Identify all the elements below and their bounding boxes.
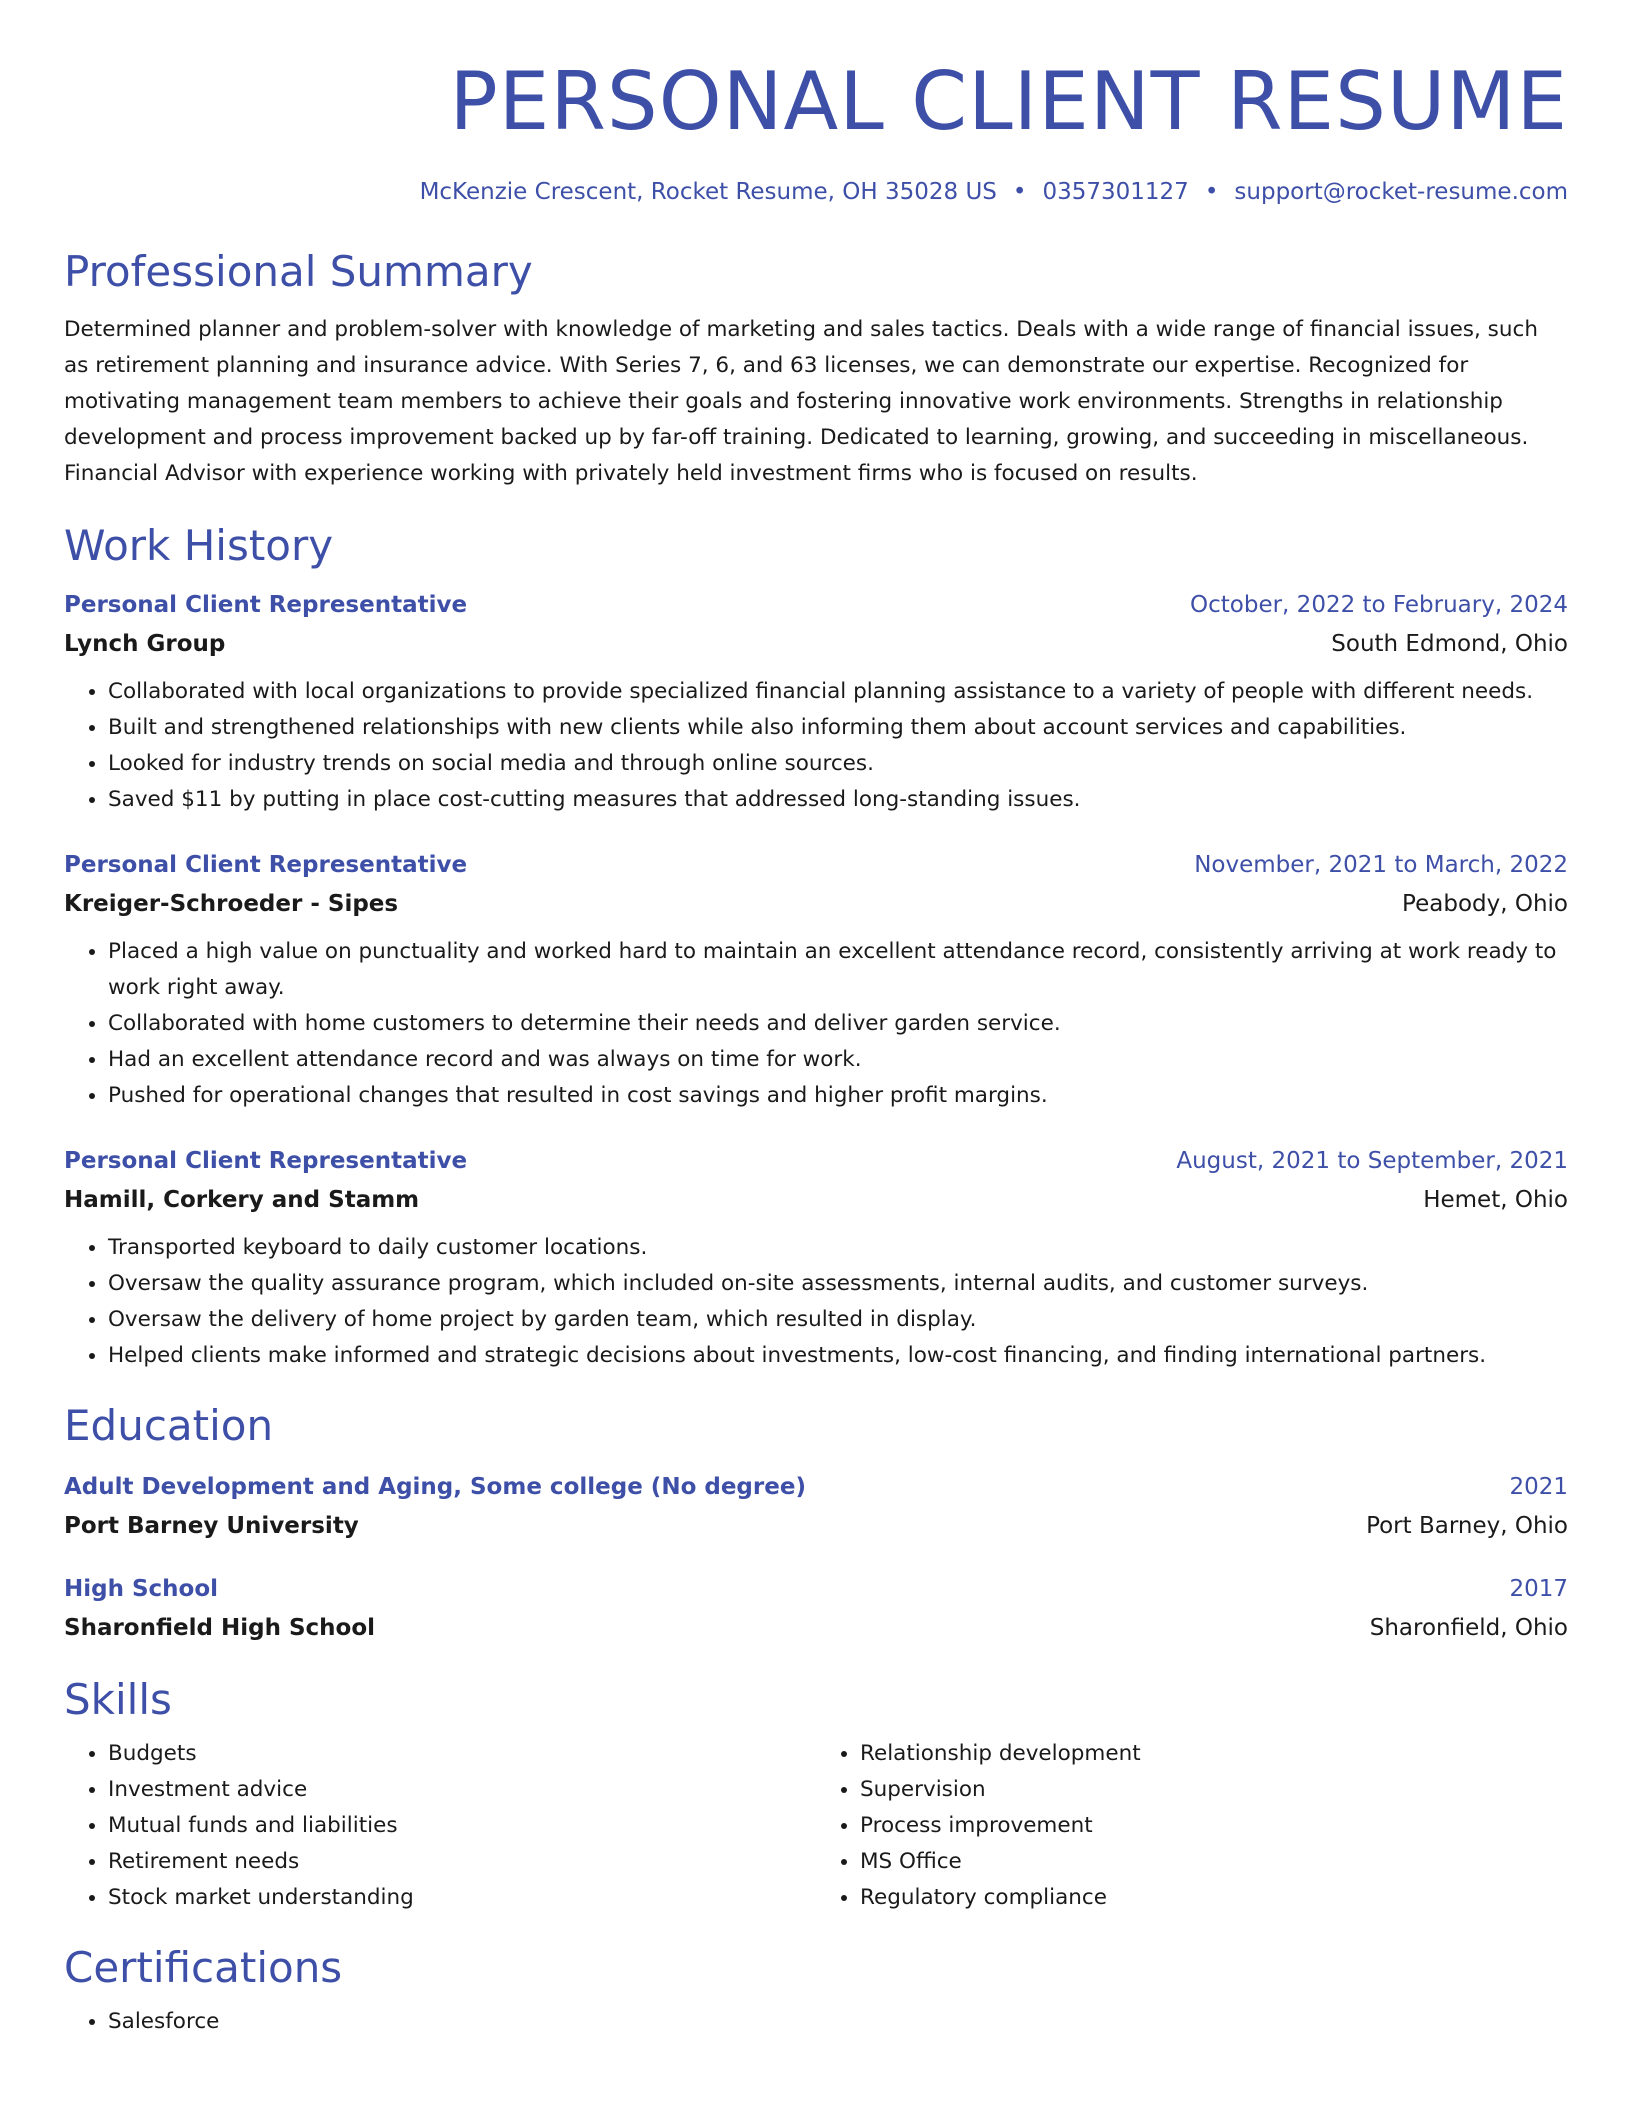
job-bullet: • Built and strengthened relationships with new clients while also informing them about account services and capabilities. bbox=[108, 710, 1568, 746]
skills-list-right bbox=[816, 1736, 1568, 1916]
resume-title: PERSONAL CLIENT RESUME bbox=[449, 55, 1568, 148]
job-header-row bbox=[64, 1142, 1568, 1180]
education-school: Port Barney University bbox=[64, 1513, 359, 1539]
education-location: Port Barney, Ohio bbox=[1366, 1513, 1568, 1539]
job-bullet: • Oversaw the quality assurance program, which included on-site assessments, internal audits, and customer surveys. bbox=[108, 1266, 1568, 1302]
job-title: Personal Client Representative bbox=[64, 852, 468, 878]
job-header-row bbox=[64, 846, 1568, 884]
contact-separator: • bbox=[1204, 179, 1219, 205]
job-location: South Edmond, Ohio bbox=[1331, 631, 1568, 657]
skill-item: • Investment advice bbox=[108, 1772, 816, 1808]
job-entry bbox=[64, 586, 1568, 818]
job-dates: August, 2021 to September, 2021 bbox=[1176, 1148, 1568, 1174]
summary-heading: Professional Summary bbox=[64, 247, 533, 296]
contact-separator: • bbox=[1012, 179, 1027, 205]
skill-item: • Relationship development bbox=[860, 1736, 1568, 1772]
education-header-row bbox=[64, 1570, 1568, 1608]
contact-address: McKenzie Crescent, Rocket Resume, OH 35028 US bbox=[419, 179, 997, 205]
job-dates: October, 2022 to February, 2024 bbox=[1190, 592, 1568, 618]
certifications-heading: Certifications bbox=[64, 1943, 343, 1992]
job-company-row bbox=[64, 884, 1568, 924]
job-bullets bbox=[64, 674, 1568, 818]
education-degree: High School bbox=[64, 1576, 219, 1602]
skill-item: • Stock market understanding bbox=[108, 1880, 816, 1916]
skills-list-left bbox=[64, 1736, 816, 1916]
job-title: Personal Client Representative bbox=[64, 1148, 468, 1174]
skill-item: • Retirement needs bbox=[108, 1844, 816, 1880]
education-header-row bbox=[64, 1468, 1568, 1506]
job-bullet: • Pushed for operational changes that resulted in cost savings and higher profit margins. bbox=[108, 1078, 1568, 1114]
education-year: 2017 bbox=[1509, 1576, 1568, 1602]
job-bullet: • Oversaw the delivery of home project by garden team, which resulted in display. bbox=[108, 1302, 1568, 1338]
education-school-row bbox=[64, 1608, 1568, 1648]
work-history-heading: Work History bbox=[64, 521, 334, 570]
job-bullet: • Collaborated with home customers to determine their needs and deliver garden service. bbox=[108, 1006, 1568, 1042]
education-entry bbox=[64, 1468, 1568, 1546]
job-company: Lynch Group bbox=[64, 631, 226, 657]
skill-item: • MS Office bbox=[860, 1844, 1568, 1880]
job-company-row bbox=[64, 1180, 1568, 1220]
job-bullets bbox=[64, 934, 1568, 1114]
contact-line bbox=[64, 176, 1568, 208]
job-header-row bbox=[64, 586, 1568, 624]
job-bullet: • Transported keyboard to daily customer locations. bbox=[108, 1230, 1568, 1266]
job-bullets bbox=[64, 1230, 1568, 1374]
job-dates: November, 2021 to March, 2022 bbox=[1194, 852, 1568, 878]
job-bullet: • Collaborated with local organizations to provide specialized financial planning assistance to a variety of people with different needs. bbox=[108, 674, 1568, 710]
skill-item: • Regulatory compliance bbox=[860, 1880, 1568, 1916]
job-location: Hemet, Ohio bbox=[1423, 1187, 1568, 1213]
certification-item: • Salesforce bbox=[108, 2004, 1568, 2040]
summary-text: Determined planner and problem-solver with knowledge of marketing and sales tactics. Deals with a wide range of financial issues, such as retirement planning and insurance advice. With Series 7, 6, and 63 licenses, we can demonstrate our expertise. Recognized for motivating management team members to achieve their goals and fostering innovative work environments. Strengths in relationship development and process improvement backed up by far-off training. Dedicated to learning, growing, and succeeding in miscellaneous. Financial Advisor with experience working with privately held investment firms who is focused on results. bbox=[64, 317, 1538, 486]
job-company-row bbox=[64, 624, 1568, 664]
skills-heading: Skills bbox=[64, 1675, 172, 1724]
job-company: Kreiger-Schroeder - Sipes bbox=[64, 891, 399, 917]
job-bullet: • Saved $11 by putting in place cost-cutting measures that addressed long-standing issues. bbox=[108, 782, 1568, 818]
job-entry bbox=[64, 846, 1568, 1114]
job-location: Peabody, Ohio bbox=[1402, 891, 1568, 917]
skill-item: • Budgets bbox=[108, 1736, 816, 1772]
certifications-list bbox=[64, 2004, 1568, 2040]
education-degree: Adult Development and Aging, Some college (No degree) bbox=[64, 1474, 806, 1500]
job-entry bbox=[64, 1142, 1568, 1374]
education-year: 2021 bbox=[1509, 1474, 1568, 1500]
job-bullet: • Placed a high value on punctuality and worked hard to maintain an excellent attendance record, consistently arriving at work ready to work right away. bbox=[108, 934, 1568, 1006]
contact-email[interactable]: support@rocket-resume.com bbox=[1234, 179, 1568, 205]
skill-item: • Supervision bbox=[860, 1772, 1568, 1808]
contact-phone: 0357301127 bbox=[1042, 179, 1189, 205]
job-title: Personal Client Representative bbox=[64, 592, 468, 618]
education-entry bbox=[64, 1570, 1568, 1648]
job-company: Hamill, Corkery and Stamm bbox=[64, 1187, 420, 1213]
education-school: Sharonfield High School bbox=[64, 1615, 376, 1641]
education-heading: Education bbox=[64, 1401, 274, 1450]
job-bullet: • Looked for industry trends on social media and through online sources. bbox=[108, 746, 1568, 782]
job-bullet: • Helped clients make informed and strategic decisions about investments, low-cost financing, and finding international partners. bbox=[108, 1338, 1568, 1374]
education-school-row bbox=[64, 1506, 1568, 1546]
skill-item: • Process improvement bbox=[860, 1808, 1568, 1844]
skills-columns bbox=[64, 1736, 1568, 1916]
job-bullet: • Had an excellent attendance record and was always on time for work. bbox=[108, 1042, 1568, 1078]
education-location: Sharonfield, Ohio bbox=[1369, 1615, 1568, 1641]
skill-item: • Mutual funds and liabilities bbox=[108, 1808, 816, 1844]
